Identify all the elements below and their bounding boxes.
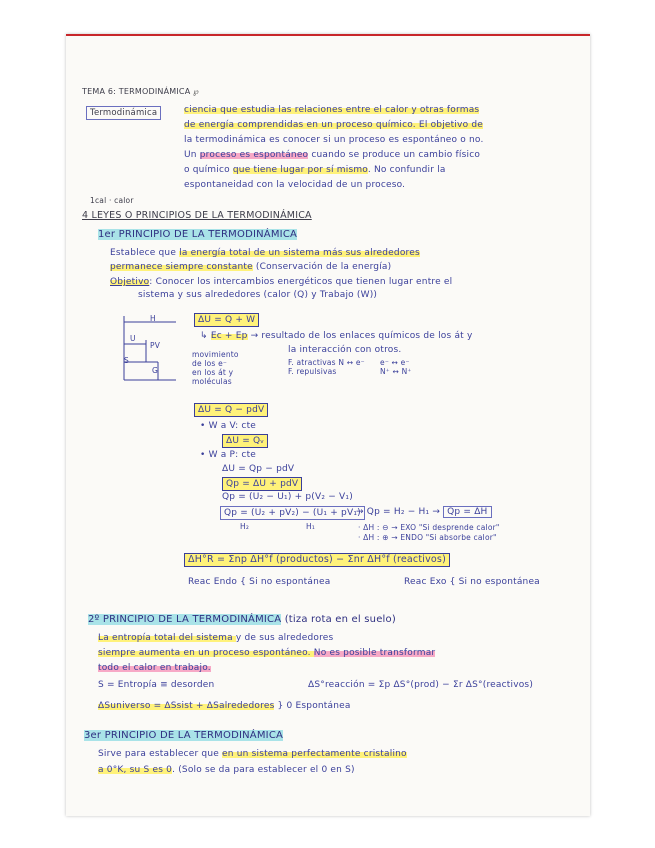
eq-entropy-reaction: ΔS°reacción = Σp ΔS°(prod) − Σr ΔS°(reactivos)	[308, 680, 534, 690]
eq-du-qp: ΔU = Qp − pdV	[222, 464, 295, 474]
definition-line-1: ciencia que estudia las relaciones entre el calor y otras formas	[184, 105, 480, 115]
eq-du-q-pdv: ΔU = Q − pdV	[194, 403, 268, 417]
definition-line-4: Un proceso es espontáneo cuando se produce un cambio físico	[184, 150, 481, 160]
forces-note: F. atractivas N ↔ e⁻ F. repulsivas	[288, 358, 365, 376]
diagram-label-pv: PV	[150, 341, 161, 350]
p1-line-1: Establece que la energía total de un sistema más sus alrededores	[110, 248, 420, 258]
enthalpy-diagram	[118, 312, 180, 382]
eq-h2-label: H₂	[240, 522, 250, 531]
p1-line-4: sistema y sus alrededores (calor (Q) y Trabajo (W))	[138, 290, 378, 300]
reaction-endo: Reac Endo { Si no espontánea	[188, 577, 331, 587]
eq-qp-du: Qp = ΔU + pdV	[222, 477, 302, 491]
p2-line-2: siempre aumenta en un proceso espontáneo. No es posible transformar	[98, 648, 436, 658]
eq-universe: ΔSuniverso = ΔSsist + ΔSalrededores } 0 Espontánea	[98, 701, 351, 711]
diagram-label-h: H	[150, 314, 156, 323]
notebook-page	[66, 34, 590, 816]
principle-3-title: 3er PRINCIPIO DE LA TERMODINÁMICA	[84, 730, 284, 741]
eq-qp-dh: → Qp = H₂ − H₁ → Qp = ΔH	[356, 506, 492, 518]
p2-line-3: todo el calor en trabajo.	[98, 663, 211, 673]
eq-du-qv: ΔU = Qᵥ	[222, 434, 268, 448]
diagram-label-g: G	[152, 366, 159, 375]
principle-1-title: 1er PRINCIPIO DE LA TERMODINÁMICA	[98, 229, 298, 240]
principle-2-title: 2º PRINCIPIO DE LA TERMODINÁMICA (tiza rota en el suelo)	[88, 614, 396, 625]
eq-v-cte: • W a V: cte	[200, 421, 257, 431]
charges-note: e⁻ ↔ e⁻ N⁺ ↔ N⁺	[380, 358, 412, 376]
doodle-icon: ℘	[193, 87, 199, 96]
diagram-label-u: U	[130, 334, 136, 343]
eq-qp-h: Qp = (U₂ + pV₂) − (U₁ + pV₁)	[220, 506, 365, 520]
eq-hess: ΔH°R = Σnp ΔH°f (productos) − Σnr ΔH°f (reactivos)	[184, 553, 450, 567]
p1-line-3: Objetivo: Conocer los intercambios energéticos que tienen lugar entre el	[110, 277, 453, 287]
movement-note: movimiento de los e⁻ en los át y moléculas	[192, 350, 239, 386]
definition-line-6: espontaneidad con la velocidad de un proceso.	[184, 180, 406, 190]
eq-ec-ep-desc-2: la interacción con otros.	[288, 345, 402, 355]
side-note: 1cal · calor	[90, 196, 134, 205]
p2-line-1: La entropía total del sistema y de sus alrededores	[98, 633, 334, 643]
p3-line-1: Sirve para establecer que en un sistema perfectamente cristalino	[98, 749, 407, 759]
eq-p-cte: • W a P: cte	[200, 450, 257, 460]
definition-line-5: o químico que tiene lugar por sí mismo. No confundir la	[184, 165, 446, 175]
p2-entropy-def: S = Entropía ≡ desorden	[98, 680, 215, 690]
p1-line-2: permanece siempre constante (Conservación de la energía)	[110, 262, 392, 272]
section-title: 4 LEYES O PRINCIPIOS DE LA TERMODINÁMICA	[82, 210, 312, 221]
endo-note: · ΔH : ⊕ → ENDO "Si absorbe calor"	[358, 533, 497, 542]
term-box: Termodinámica	[86, 106, 161, 120]
definition-line-3: la termodinámica es conocer si un proceso es espontáneo o no.	[184, 135, 484, 145]
topic-header: TEMA 6: TERMODINÁMICA ℘	[82, 87, 199, 96]
p3-line-2: a 0°K, su S es 0. (Solo se da para establecer el 0 en S)	[98, 765, 355, 775]
eq-first-law: ΔU = Q + W	[194, 313, 259, 327]
reaction-exo: Reac Exo { Si no espontánea	[404, 577, 540, 587]
eq-h1-label: H₁	[306, 522, 316, 531]
diagram-label-s: S	[124, 356, 129, 365]
eq-qp-expand: Qp = (U₂ − U₁) + p(V₂ − V₁)	[222, 492, 353, 502]
exo-note: · ΔH : ⊖ → EXO "Si desprende calor"	[358, 523, 500, 532]
definition-line-2: de energía comprendidas en un proceso químico. El objetivo de	[184, 120, 484, 130]
eq-ec-ep: ↳ Ec + Ep → resultado de los enlaces químicos de los át y	[200, 331, 473, 341]
